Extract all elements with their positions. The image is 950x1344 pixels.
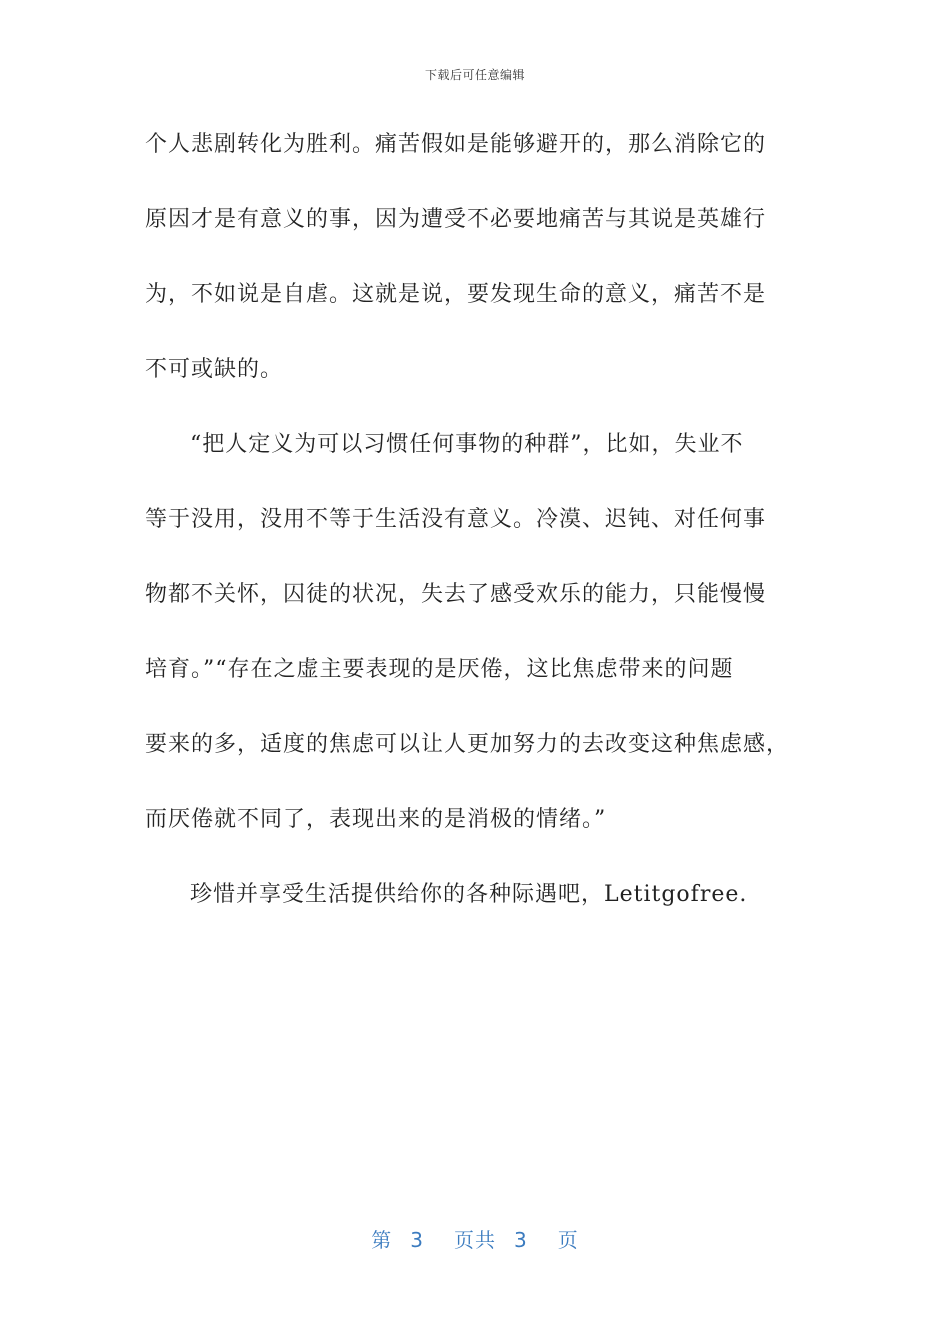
text-line: 个人悲剧转化为胜利。痛苦假如是能够避开的，那么消除它的: [145, 132, 767, 157]
page-label-suffix: 页: [557, 1228, 579, 1252]
current-page-number: 3: [410, 1228, 424, 1252]
total-pages-number: 3: [514, 1228, 528, 1252]
body-text: [145, 122, 805, 947]
page-label-prefix: 第: [371, 1228, 393, 1252]
text-line: 原因才是有意义的事，因为遭受不必要地痛苦与其说是英雄行: [145, 207, 767, 232]
text-line: 培育。”“存在之虚主要表现的是厌倦，这比焦虑带来的问题: [145, 657, 734, 682]
text-line: 等于没用，没用不等于生活没有意义。冷漠、迟钝、对任何事: [145, 507, 767, 532]
text-line: 不可或缺的。: [145, 357, 284, 382]
page-header: 下载后可任意编辑: [424, 68, 525, 82]
text-line: 要来的多，适度的焦虑可以让人更加努力的去改变这种焦虑感，: [145, 732, 790, 757]
page-number-footer: [0, 1224, 950, 1253]
paragraph-first-line: “把人定义为可以习惯任何事物的种群”，比如，失业不: [190, 432, 744, 457]
text-line: 而厌倦就不同了，表现出来的是消极的情绪。”: [145, 807, 607, 832]
page-label-mid: 页共: [454, 1228, 496, 1252]
text-line: 为，不如说是自虐。这就是说，要发现生命的意义，痛苦不是: [145, 282, 767, 307]
text-line: 物都不关怀，囚徒的状况，失去了感受欢乐的能力，只能慢慢: [145, 582, 767, 607]
paragraph-first-line: 珍惜并享受生活提供给你的各种际遇吧，Letitgofree.: [190, 882, 748, 907]
